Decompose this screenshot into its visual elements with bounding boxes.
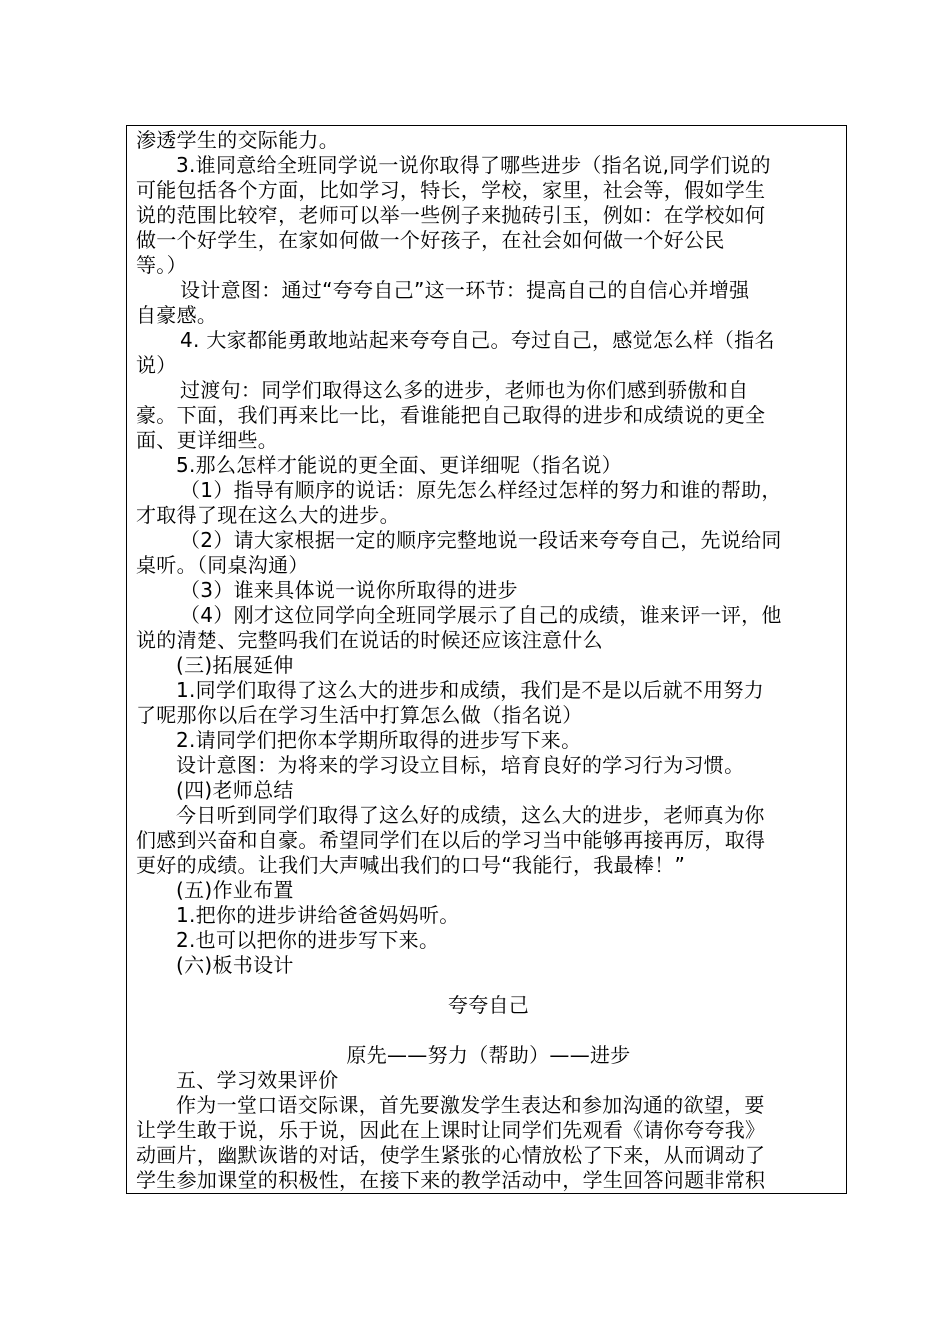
text-line: 设计意图：为将来的学习设立目标，培育良好的学习行为习惯。 <box>176 753 745 777</box>
text-line: 说的范围比较窄，老师可以举一些例子来抛砖引玉，例如：在学校如何 <box>136 203 766 227</box>
text-line: 5.那么怎样才能说的更全面、更详细呢（指名说） <box>176 453 622 477</box>
board-title: 夸夸自己 <box>447 993 530 1017</box>
text-line: 等。） <box>136 253 187 277</box>
section-heading: (三)拓展延伸 <box>176 653 294 677</box>
section-heading: (四)老师总结 <box>176 778 294 802</box>
section-heading: 五、学习效果评价 <box>176 1068 339 1092</box>
text-line: 说的清楚、完整吗我们在说话的时候还应该注意什么 <box>136 628 603 652</box>
text-line: 今日听到同学们取得了这么好的成绩，这么大的进步，老师真为你 <box>176 803 765 827</box>
text-line: 面、更详细些。 <box>136 428 279 452</box>
text-line: 自豪感。 <box>136 303 218 327</box>
text-line: 了呢那你以后在学习生活中打算怎么做（指名说） <box>136 703 583 727</box>
text-line: 做一个好学生，在家如何做一个好孩子，在社会如何做一个好公民 <box>136 228 725 252</box>
text-line: （2）请大家根据一定的顺序完整地说一段话来夸夸自己，先说给同 <box>180 528 782 552</box>
text-line: 4. 大家都能勇敢地站起来夸夸自己。夸过自己，感觉怎么样（指名 <box>180 328 775 352</box>
text-line: 动画片，幽默诙谐的对话，使学生紧张的心情放松了下来，从而调动了 <box>136 1143 766 1167</box>
text-line: 豪。下面，我们再来比一比，看谁能把自己取得的进步和成绩说的更全 <box>136 403 766 427</box>
text-line: 们感到兴奋和自豪。希望同学们在以后的学习当中能够再接再厉，取得 <box>136 828 766 852</box>
text-line: （3）谁来具体说一说你所取得的进步 <box>180 578 518 602</box>
text-line: 学生参加课堂的积极性，在接下来的教学活动中，学生回答问题非常积 <box>136 1168 766 1192</box>
text-line: 可能包括各个方面，比如学习，特长，学校，家里，社会等，假如学生 <box>136 178 766 202</box>
text-line: 3.谁同意给全班同学说一说你取得了哪些进步（指名说,同学们说的 <box>176 153 771 177</box>
text-line: 桌听。（同桌沟通） <box>136 553 309 577</box>
text-line: 1.把你的进步讲给爸爸妈妈听。 <box>176 903 460 927</box>
text-line: 作为一堂口语交际课，首先要激发学生表达和参加沟通的欲望，要 <box>176 1093 765 1117</box>
text-line: 说） <box>136 353 177 377</box>
section-heading: (五)作业布置 <box>176 878 294 902</box>
text-line: 让学生敢于说，乐于说，因此在上课时让同学们先观看《请你夸夸我》 <box>136 1118 766 1142</box>
text-line: 1.同学们取得了这么大的进步和成绩，我们是不是以后就不用努力 <box>176 678 765 702</box>
text-line: 才取得了现在这么大的进步。 <box>136 503 400 527</box>
text-line: 2.也可以把你的进步写下来。 <box>176 928 440 952</box>
section-heading: (六)板书设计 <box>176 953 294 977</box>
text-line: 2.请同学们把你本学期所取得的进步写下来。 <box>176 728 582 752</box>
text-line: 渗透学生的交际能力。 <box>136 128 339 152</box>
text-line: 过渡句：同学们取得这么多的进步，老师也为你们感到骄傲和自 <box>180 378 749 402</box>
text-line: （1）指导有顺序的说话：原先怎么样经过怎样的努力和谁的帮助， <box>180 478 782 502</box>
text-line: （4）刚才这位同学向全班同学展示了自己的成绩，谁来评一评，他 <box>180 603 782 627</box>
text-line: 更好的成绩。让我们大声喊出我们的口号“我能行，我最棒！” <box>136 853 686 877</box>
text-line: 设计意图：通过“夸夸自己”这一环节：提高自己的自信心并增强 <box>180 278 750 302</box>
document-body <box>136 128 841 1193</box>
board-line: 原先——努力（帮助）——进步 <box>346 1043 631 1067</box>
